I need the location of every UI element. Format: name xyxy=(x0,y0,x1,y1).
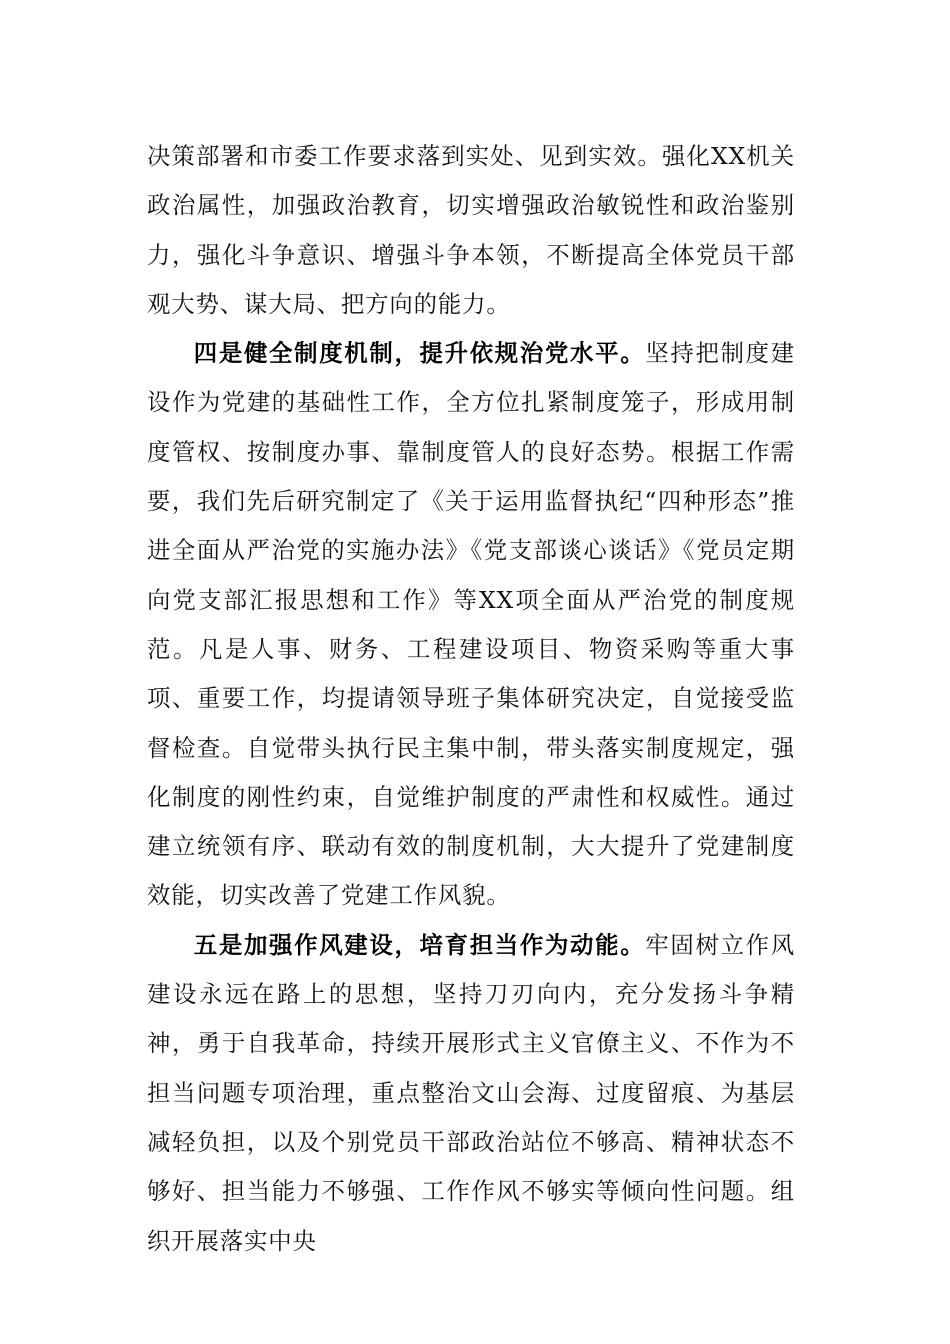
paragraph-institutional-mechanism xyxy=(147,329,795,921)
paragraph-text: 牢固树立作风建设永远在路上的思想，坚持刀刃向内，充分发扬斗争精神，勇于自我革命，持续开展形式主义官僚主义、不作为不担当问题专项治理，重点整治文山会海、过度留痕、为基层减轻负担，以及个别党员干部政治站位不够高、精神状态不够好、担当能力不够强、工作作风不够实等倾向性问题。组织开展落实中央 xyxy=(147,930,795,1255)
paragraph-continuation xyxy=(147,132,795,329)
paragraph-text: 决策部署和市委工作要求落到实处、见到实效。强化XX机关政治属性，加强政治教育，切实增强政治敏锐性和政治鉴别力，强化斗争意识、增强斗争本领，不断提高全体党员干部观大势、谋大局、把方向的能力。 xyxy=(147,142,795,318)
paragraph-heading: 五是加强作风建设，培育担当作为动能。 xyxy=(193,930,646,959)
paragraph-text: 坚持把制度建设作为党建的基础性工作，全方位扎紧制度笼子，形成用制度管权、按制度办事、靠制度管人的良好态势。根据工作需要，我们先后研究制定了《关于运用监督执纪“四种形态”推进全面从严治党的实施办法》《党支部谈心谈话》《党员定期向党支部汇报思想和工作》等XX项全面从严治党的制度规范。凡是人事、财务、工程建设项目、物资采购等重大事项、重要工作，均提请领导班子集体研究决定，自觉接受监督检查。自觉带头执行民主集中制，带头落实制度规定，强化制度的刚性约束，自觉维护制度的严肃性和权威性。通过建立统领有序、联动有效的制度机制，大大提升了党建制度效能，切实改善了党建工作风貌。 xyxy=(147,339,795,910)
paragraph-work-style xyxy=(147,921,795,1266)
paragraph-heading: 四是健全制度机制，提升依规治党水平。 xyxy=(193,339,646,368)
document-page xyxy=(147,132,795,1266)
